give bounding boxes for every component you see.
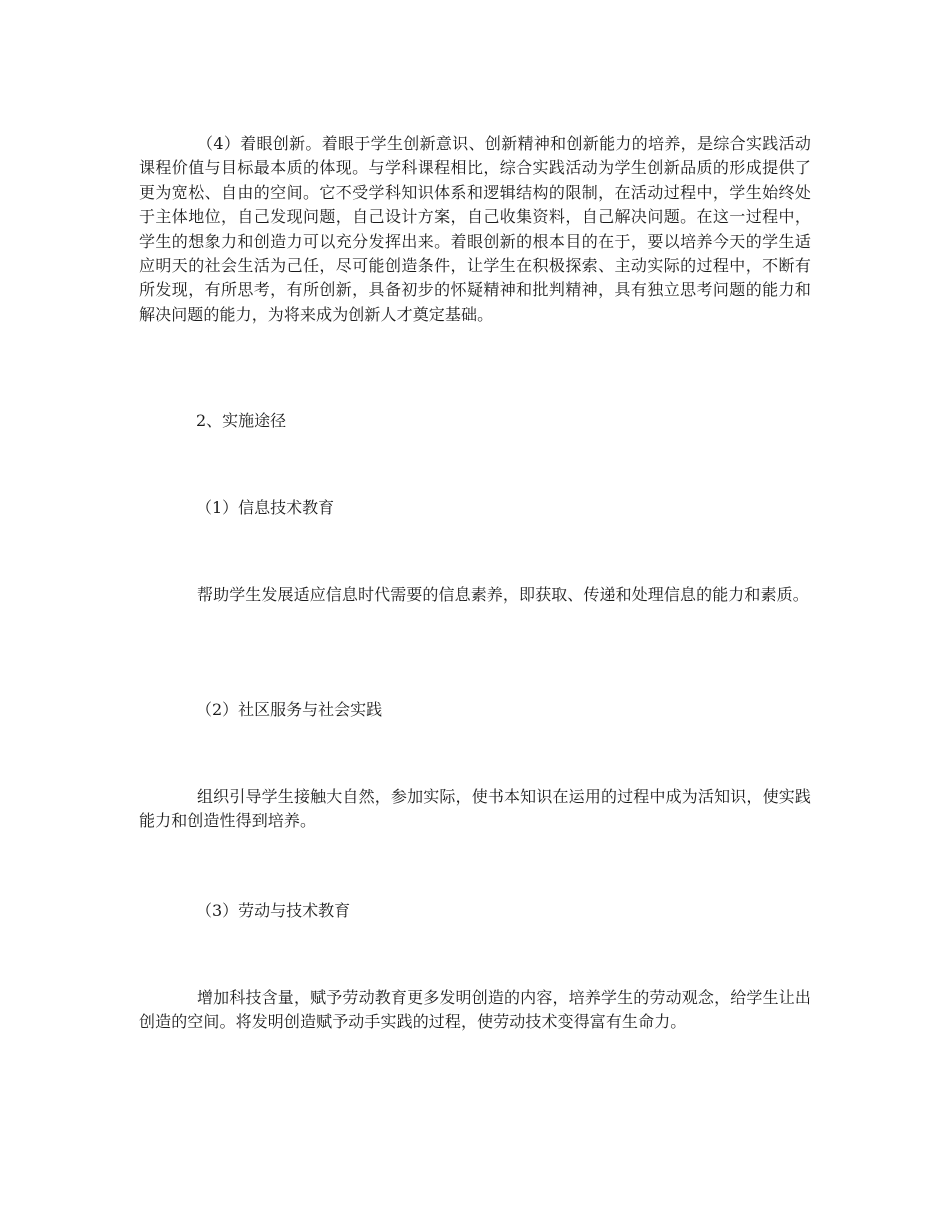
- paragraph-labor-technology: 增加科技含量，赋予劳动教育更多发明创造的内容，培养学生的劳动观念，给学生让出创造的空间。将发明创造赋予动手实践的过程，使劳动技术变得富有生命力。: [139, 988, 811, 1032]
- paragraph-innovation: （4）着眼创新。着眼于学生创新意识、创新精神和创新能力的培养，是综合实践活动课程价值与目标最本质的体现。与学科课程相比，综合实践活动为学生创新品质的形成提供了更为宽松、自由的空间。它不受学科知识体系和逻辑结构的限制，在活动过程中，学生始终处于主体地位，自己发现问题，自己设计方案，自己收集资料，自己解决问题。在这一过程中，学生的想象力和创造力可以充分发挥出来。着眼创新的根本目的在于，要以培养今天的学生适应明天的社会生活为己任，尽可能创造条件，让学生在积极探索、主动实际的过程中，不断有所发现，有所思考，有所创新，具备初步的怀疑精神和批判精神，具有独立思考问题的能力和解决问题的能力，为将来成为创新人才奠定基础。: [139, 134, 811, 324]
- item-heading-labor-technology: （3）劳动与技术教育: [196, 901, 351, 920]
- item-heading-it-education: （1）信息技术教育: [196, 498, 335, 517]
- paragraph-community-service: 组织引导学生接触大自然，参加实际，使书本知识在运用的过程中成为活知识，使实践能力和创造性得到培养。: [139, 787, 811, 831]
- paragraph-it-education: 帮助学生发展适应信息时代需要的信息素养，即获取、传递和处理信息的能力和素质。: [197, 585, 809, 604]
- item-heading-community-service: （2）社区服务与社会实践: [196, 700, 383, 719]
- section-heading-implementation: 2、实施途径: [196, 411, 287, 430]
